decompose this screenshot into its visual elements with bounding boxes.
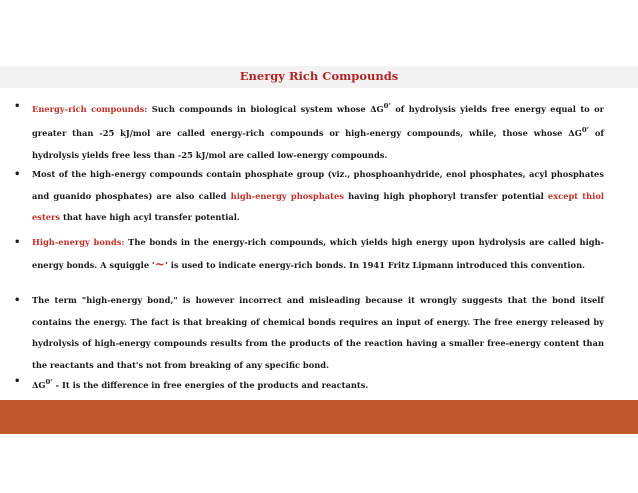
slide-title: Energy Rich Compounds xyxy=(239,69,399,83)
bullet-marker: • xyxy=(14,101,21,112)
bullet-high-energy-bonds xyxy=(14,232,604,290)
b3-text-1: The bonds in the energy-rich compounds, which yields high energy upon hydrolysis are called high-energy bonds. A squiggle ‘ xyxy=(32,237,604,270)
footer-bar xyxy=(0,400,638,434)
squiggle-symbol: ~ xyxy=(154,256,165,271)
b2-text-3: that have high acyl transfer potential. xyxy=(60,212,240,222)
b2-text-2: having high phophoryl transfer potential xyxy=(343,190,548,201)
delta-g-superscript: 0’ xyxy=(45,378,53,386)
b4-text: The term "high-energy bond," is however incorrect and misleading because it wrongly suggests that the bond itself contains the energy. The fact is that breaking of chemical bonds requires an input of energy. The free energy released by hydrolysis of high-energy compounds results from the products of the reaction having a smaller free-energy content than the reactants and that's not from breaking of any specific bond. xyxy=(32,295,604,370)
bullet-high-energy-phosphates xyxy=(14,164,604,232)
b3-text-2: ’ is used to indicate energy-rich bonds. In 1941 Fritz Lipmann introduced this convention. xyxy=(164,259,585,270)
bullet-misleading-term xyxy=(14,290,604,374)
bullet-marker: • xyxy=(14,295,21,306)
b1-text-1: Such compounds in biological system whose xyxy=(147,103,371,114)
delta-g-symbol: ΔG xyxy=(32,379,46,390)
bullet-marker: • xyxy=(14,169,21,180)
term-high-energy-bonds: High-energy bonds: xyxy=(32,237,125,247)
b2-text-1: Most of the high-energy compounds contain phosphate group (viz., phosphoanhydride, enol phosphates, acyl phosphates and guanido phosphates) are also called xyxy=(32,169,604,201)
delta-g-symbol: ΔG xyxy=(370,103,384,114)
term-high-energy-phosphates: high-energy phosphates xyxy=(230,190,344,201)
bullet-marker: • xyxy=(14,376,21,387)
bullet-energy-rich-compounds xyxy=(14,96,604,164)
term-energy-rich-compounds: Energy-rich compounds: xyxy=(32,103,148,114)
delta-g-superscript: 0’ xyxy=(581,126,590,135)
bullet-marker: • xyxy=(14,237,21,248)
term-except-thiol-esters: except thiol esters xyxy=(32,190,605,222)
delta-g-superscript: 0’ xyxy=(383,102,391,110)
b1-text-2: of hydrolysis yields free energy equal to or greater than -25 kJ/mol are called energy-rich compounds or high-energy compounds, while, those whose xyxy=(32,103,604,139)
b5-text: - It is the difference in free energies of the products and reactants. xyxy=(52,379,369,390)
b1-text-3: of hydrolysis yields free less than -25 kJ/mol are called low-energy compounds. xyxy=(32,128,604,160)
bullet-delta-g-definition xyxy=(14,374,604,393)
delta-g-symbol: ΔG xyxy=(568,128,582,139)
bullet-list xyxy=(14,96,604,393)
